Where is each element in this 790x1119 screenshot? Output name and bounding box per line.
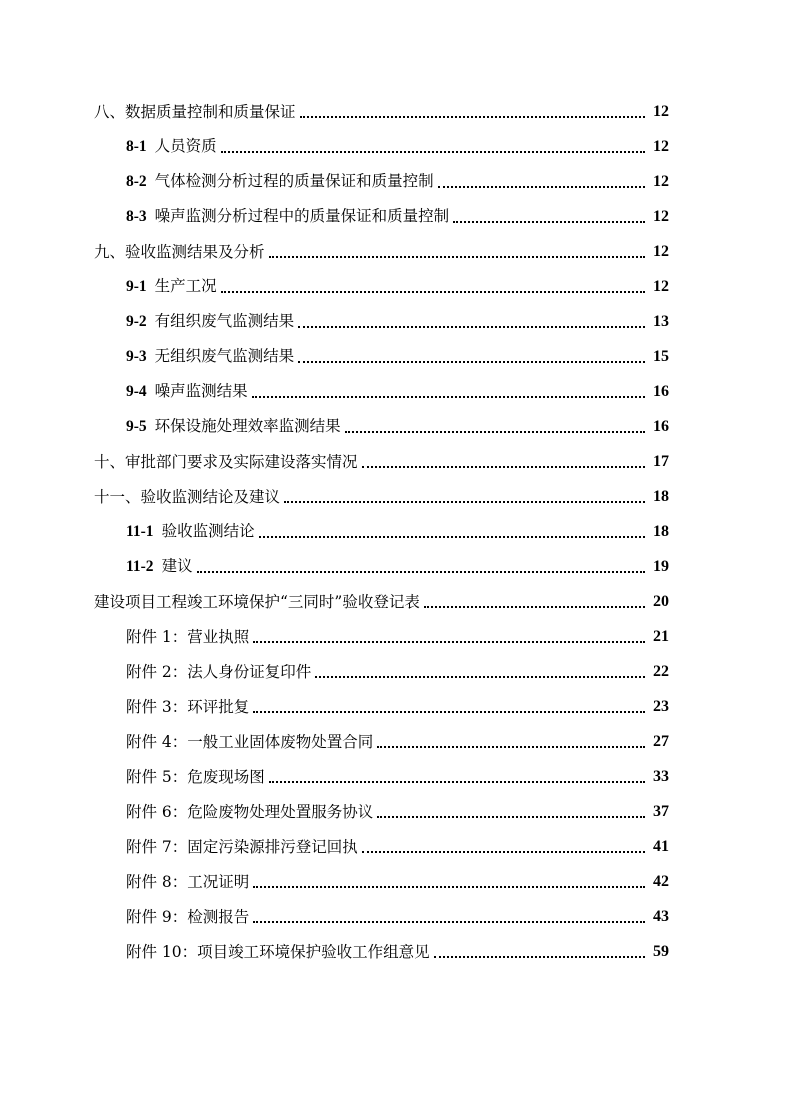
toc-entry[interactable]: [0, 755, 790, 790]
toc-entry[interactable]: [0, 160, 790, 195]
toc-entry-page: 13: [653, 313, 669, 330]
toc-leader-dots: [284, 501, 645, 503]
toc-entry-page: 15: [653, 348, 669, 365]
toc-entry-page: 59: [653, 943, 669, 960]
toc-entry-title: [126, 871, 249, 895]
toc-entry-title: [126, 345, 294, 370]
toc-entry-page: 16: [653, 383, 669, 400]
toc-entry-title: [94, 101, 296, 125]
toc-entry-number: 9-2: [126, 313, 147, 330]
toc-entry-page: 22: [653, 663, 669, 680]
toc-entry-number: 8-3: [126, 208, 147, 225]
toc-entry-text: 噪声监测结果: [154, 382, 248, 400]
toc-entry-text: 附件 5：危废现场图: [126, 768, 265, 786]
toc-entry[interactable]: [0, 685, 790, 720]
toc-entry[interactable]: [0, 300, 790, 335]
toc-leader-dots: [253, 641, 645, 643]
toc-entry[interactable]: [0, 475, 790, 510]
toc-entry-page: 43: [653, 908, 669, 925]
toc-leader-dots: [197, 571, 645, 573]
toc-entry-title: [126, 555, 193, 580]
toc-entry-title: [126, 310, 294, 335]
toc-entry-title: [94, 486, 280, 510]
toc-entry[interactable]: [0, 90, 790, 125]
toc-entry-title: [126, 626, 249, 650]
toc-entry-title: [126, 415, 341, 440]
toc-entry-text: 十一、验收监测结论及建议: [94, 488, 281, 506]
table-of-contents: [0, 90, 790, 965]
toc-leader-dots: [377, 746, 645, 748]
toc-entry-page: 12: [653, 138, 669, 155]
toc-entry-page: 17: [653, 453, 669, 470]
toc-entry[interactable]: [0, 440, 790, 475]
toc-leader-dots: [377, 816, 645, 818]
toc-leader-dots: [269, 256, 645, 258]
toc-entry-title: [126, 801, 373, 825]
toc-entry[interactable]: [0, 860, 790, 895]
toc-entry-title: [94, 451, 358, 475]
toc-leader-dots: [252, 396, 645, 398]
toc-entry-page: 23: [653, 698, 669, 715]
toc-entry-text: 人员资质: [154, 137, 217, 155]
toc-entry-page: 20: [653, 593, 669, 610]
toc-entry-text: 验收监测结论: [161, 522, 255, 540]
toc-leader-dots: [453, 221, 645, 223]
toc-entry-number: 8-2: [126, 173, 147, 190]
toc-leader-dots: [253, 886, 645, 888]
toc-entry-page: 12: [653, 278, 669, 295]
toc-entry-title: [126, 275, 217, 300]
toc-entry-text: 附件 1：营业执照: [126, 628, 250, 646]
toc-entry-page: 12: [653, 173, 669, 190]
toc-entry-text: 有组织废气监测结果: [154, 312, 295, 330]
toc-entry-text: 无组织废气监测结果: [154, 347, 295, 365]
toc-entry-title: [126, 696, 249, 720]
toc-entry-number: 11-2: [126, 558, 154, 575]
toc-entry-text: 附件 6：危险废物处理处置服务协议: [126, 803, 374, 821]
toc-entry-title: [94, 241, 265, 265]
toc-entry-text: 附件 8：工况证明: [126, 873, 250, 891]
toc-entry-page: 33: [653, 768, 669, 785]
toc-entry-number: 11-1: [126, 523, 154, 540]
toc-entry[interactable]: [0, 230, 790, 265]
toc-leader-dots: [221, 291, 645, 293]
toc-entry-title: [126, 766, 265, 790]
toc-entry-text: 建议: [161, 557, 193, 575]
toc-leader-dots: [345, 431, 645, 433]
toc-entry-title: [126, 170, 434, 195]
toc-leader-dots: [221, 151, 645, 153]
toc-entry-text: 噪声监测分析过程中的质量保证和质量控制: [154, 207, 450, 225]
toc-entry[interactable]: [0, 195, 790, 230]
toc-entry-page: 16: [653, 418, 669, 435]
toc-entry-title: [126, 836, 358, 860]
toc-entry-text: 附件 9：检测报告: [126, 908, 250, 926]
toc-entry[interactable]: [0, 790, 790, 825]
toc-entry-text: 附件 7：固定污染源排污登记回执: [126, 838, 358, 856]
toc-entry-page: 42: [653, 873, 669, 890]
toc-entry[interactable]: [0, 335, 790, 370]
toc-entry-page: 41: [653, 838, 669, 855]
toc-entry[interactable]: [0, 720, 790, 755]
toc-entry[interactable]: [0, 895, 790, 930]
toc-entry-text: 九、验收监测结果及分析: [94, 243, 265, 261]
toc-entry-title: [126, 941, 430, 965]
toc-entry[interactable]: [0, 930, 790, 965]
toc-entry[interactable]: [0, 545, 790, 580]
toc-entry-text: 附件 2：法人身份证复印件: [126, 663, 312, 681]
toc-leader-dots: [438, 186, 645, 188]
toc-entry-text: 十、审批部门要求及实际建设落实情况: [94, 453, 358, 471]
toc-entry[interactable]: [0, 650, 790, 685]
toc-entry[interactable]: [0, 825, 790, 860]
toc-entry[interactable]: [0, 125, 790, 160]
toc-entry-text: 生产工况: [154, 277, 217, 295]
toc-leader-dots: [315, 676, 645, 678]
toc-entry-title: [126, 135, 217, 160]
toc-entry-number: 9-3: [126, 348, 147, 365]
toc-leader-dots: [253, 711, 645, 713]
toc-entry[interactable]: [0, 510, 790, 545]
toc-entry-title: [126, 731, 373, 755]
toc-entry-page: 12: [653, 243, 669, 260]
toc-entry-title: [126, 380, 248, 405]
toc-leader-dots: [259, 536, 645, 538]
toc-leader-dots: [253, 921, 645, 923]
toc-entry-text: 环保设施处理效率监测结果: [154, 417, 341, 435]
toc-entry[interactable]: [0, 265, 790, 300]
toc-entry-text: 八、数据质量控制和质量保证: [94, 103, 296, 121]
toc-entry-title: [126, 661, 311, 685]
toc-leader-dots: [298, 361, 645, 363]
toc-entry-page: 37: [653, 803, 669, 820]
toc-leader-dots: [362, 851, 645, 853]
toc-entry-title: [94, 591, 420, 615]
toc-entry[interactable]: [0, 580, 790, 615]
toc-entry-number: 9-1: [126, 278, 147, 295]
toc-entry-page: 27: [653, 733, 669, 750]
toc-leader-dots: [434, 956, 645, 958]
toc-entry-number: 9-4: [126, 383, 147, 400]
toc-entry-page: 19: [653, 558, 669, 575]
toc-entry[interactable]: [0, 405, 790, 440]
toc-leader-dots: [362, 466, 645, 468]
toc-entry[interactable]: [0, 615, 790, 650]
toc-entry-text: 建设项目工程竣工环境保护“三同时”验收登记表: [94, 593, 420, 611]
toc-entry-page: 18: [653, 488, 669, 505]
toc-entry-text: 气体检测分析过程的质量保证和质量控制: [154, 172, 434, 190]
toc-entry-text: 附件 10：项目竣工环境保护验收工作组意见: [126, 943, 430, 961]
toc-entry-page: 18: [653, 523, 669, 540]
toc-entry-page: 12: [653, 208, 669, 225]
toc-leader-dots: [424, 606, 645, 608]
toc-leader-dots: [298, 326, 645, 328]
toc-entry-number: 8-1: [126, 138, 147, 155]
toc-entry-page: 12: [653, 103, 669, 120]
toc-entry-text: 附件 3：环评批复: [126, 698, 250, 716]
toc-entry[interactable]: [0, 370, 790, 405]
toc-entry-title: [126, 205, 449, 230]
toc-entry-title: [126, 906, 249, 930]
toc-entry-page: 21: [653, 628, 669, 645]
toc-entry-text: 附件 4：一般工业固体废物处置合同: [126, 733, 374, 751]
toc-entry-number: 9-5: [126, 418, 147, 435]
toc-leader-dots: [300, 116, 645, 118]
toc-leader-dots: [269, 781, 645, 783]
toc-entry-title: [126, 520, 255, 545]
